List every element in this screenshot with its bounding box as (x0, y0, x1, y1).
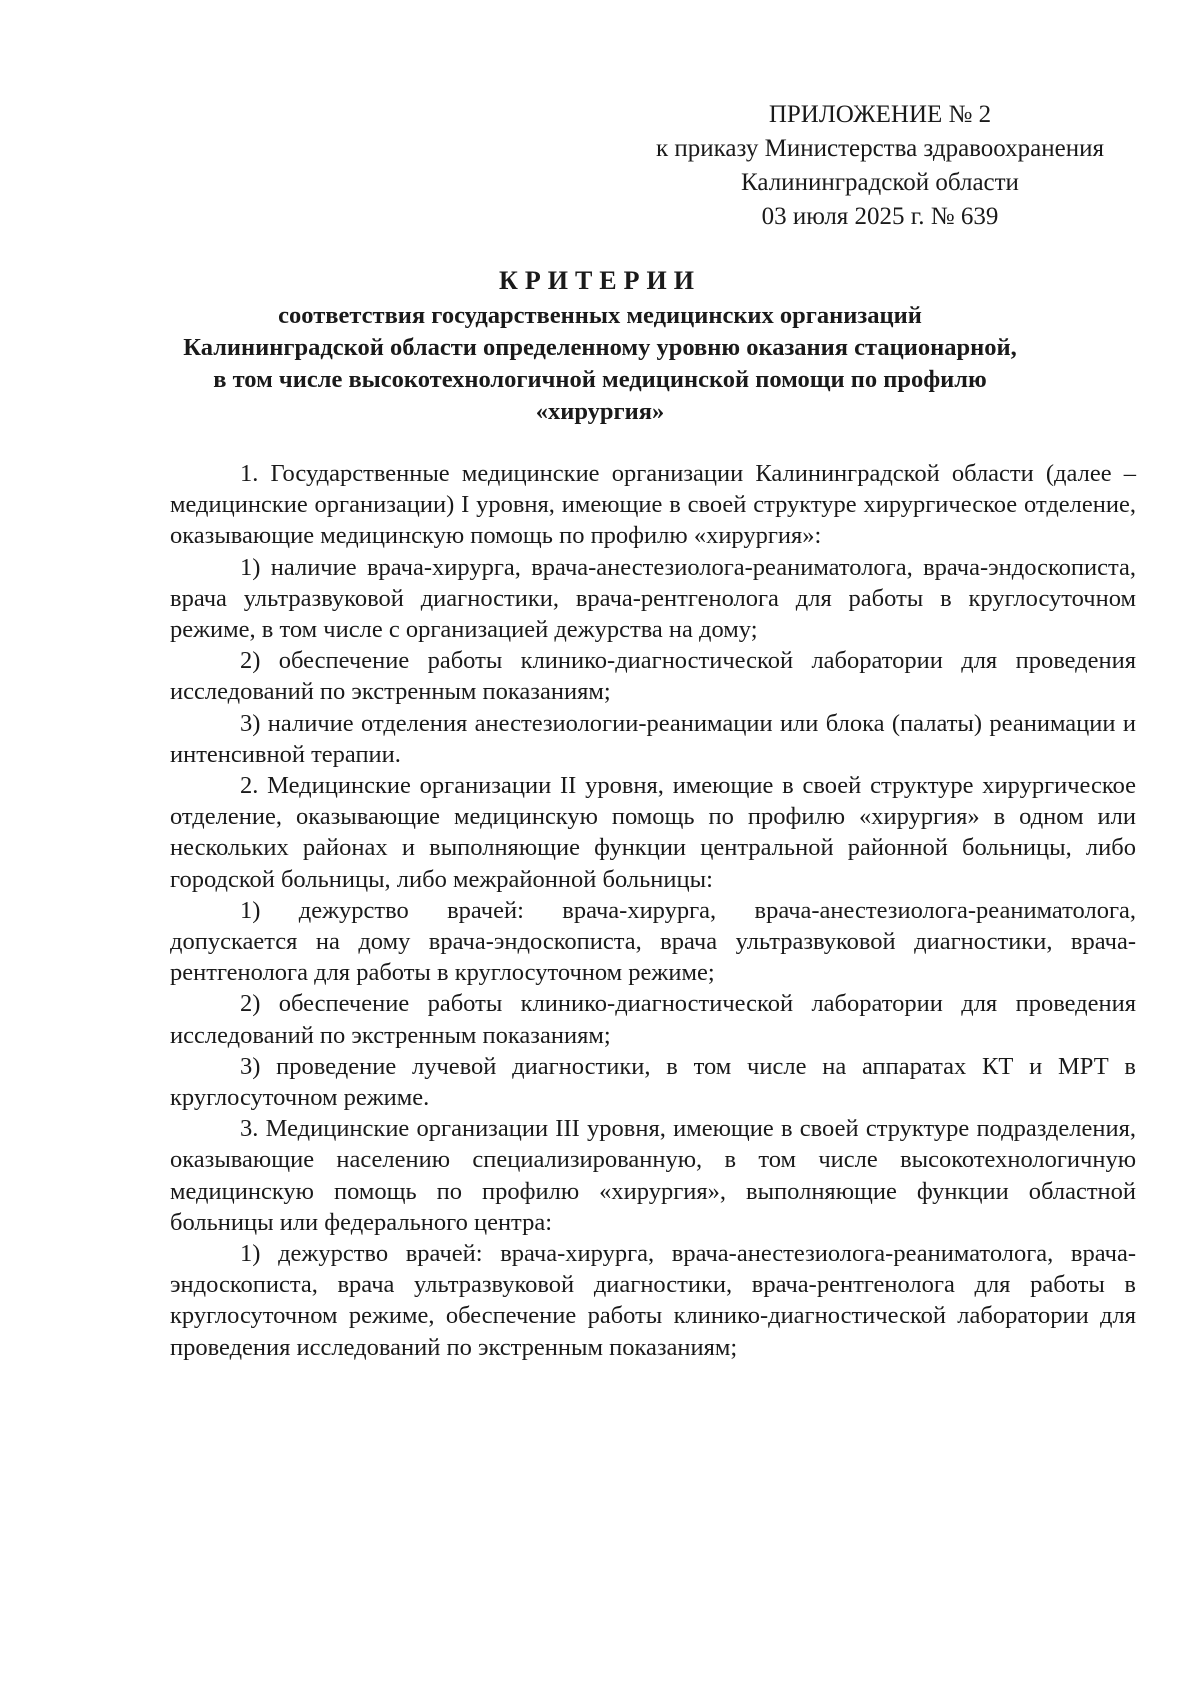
paragraph-1-item-3: 3) наличие отделения анестезиологии-реанимации или блока (палаты) реанимации и интенсивной терапии. (170, 709, 1136, 768)
paragraph-2-item-2: 2) обеспечение работы клинико-диагностической лаборатории для проведения исследований по экстренным показаниям; (170, 990, 1136, 1049)
paragraph-3: 3. Медицинские организации III уровня, имеющие в своей структуре подразделения, оказывающие населению специализированную, в том числе высокотехнологичную медицинскую помощь по профилю «хирургия», выполняющие функции областной больницы или федерального центра: (170, 1115, 1136, 1236)
title-sub-line-1: соответствия государственных медицинских организаций (278, 302, 922, 329)
paragraph-1-item-1: 1) наличие врача-хирурга, врача-анестезиолога-реаниматолога, врача-эндоскописта, врача ультразвуковой диагностики, врача-рентгенолога для работы в круглосуточном режиме, в том числе с организацией дежурства на дому; (170, 553, 1136, 644)
paragraph-2: 2. Медицинские организации II уровня, имеющие в своей структуре хирургическое отделение, оказывающие медицинскую помощь по профилю «хирургия» в одном или нескольких районах и выполняющие функции центральной районной больницы, либо городской больницы, либо межрайонной больницы: (170, 772, 1136, 893)
title-sub-line-2: Калининградской области определенному уровню оказания стационарной, (183, 334, 1017, 361)
paragraph-2-item-3: 3) проведение лучевой диагностики, в том числе на аппаратах КТ и МРТ в круглосуточном режиме. (170, 1052, 1136, 1112)
paragraph-1-item-2: 2) обеспечение работы клинико-диагностической лаборатории для проведения исследований по экстренным показаниям; (170, 647, 1136, 706)
paragraph-2-item-1: 1) дежурство врачей: врача-хирурга, врача-анестезиолога-реаниматолога, допускается на дому врача-эндоскописта, врача ультразвуковой диагностики, врача-рентгенолога для работы в круглосуточном режиме; (170, 896, 1136, 987)
paragraph-1: 1. Государственные медицинские организации Калининградской области (далее – медицинские организации) I уровня, имеющие в своей структуре хирургическое отделение, оказывающие медицинскую помощь по профилю «хирургия»: (170, 460, 1136, 550)
order-date-number: 03 июля 2025 г. № 639 (761, 203, 999, 230)
title-sub-line-3: в том числе высокотехнологичной медицинской помощи по профилю (213, 366, 987, 393)
document-body (170, 458, 1136, 1363)
paragraph-3-item-1: 1) дежурство врачей: врача-хирурга, врача-анестезиолога-реаниматолога, врача-эндоскописта, врача ультразвуковой диагностики, врача-рентгенолога для работы в круглосуточном режиме, обеспечение работы клинико-диагностической лаборатории для проведения исследований по экстренным показаниям; (170, 1240, 1136, 1361)
title-sub-line-4: «хирургия» (535, 398, 665, 425)
document-title (150, 262, 1050, 428)
region-name: Калининградской области (741, 169, 1019, 196)
appendix-number: ПРИЛОЖЕНИЕ № 2 (768, 101, 992, 128)
title-main: КРИТЕРИИ (499, 266, 701, 295)
appendix-header (620, 98, 1140, 234)
order-reference: к приказу Министерства здравоохранения (655, 135, 1105, 162)
